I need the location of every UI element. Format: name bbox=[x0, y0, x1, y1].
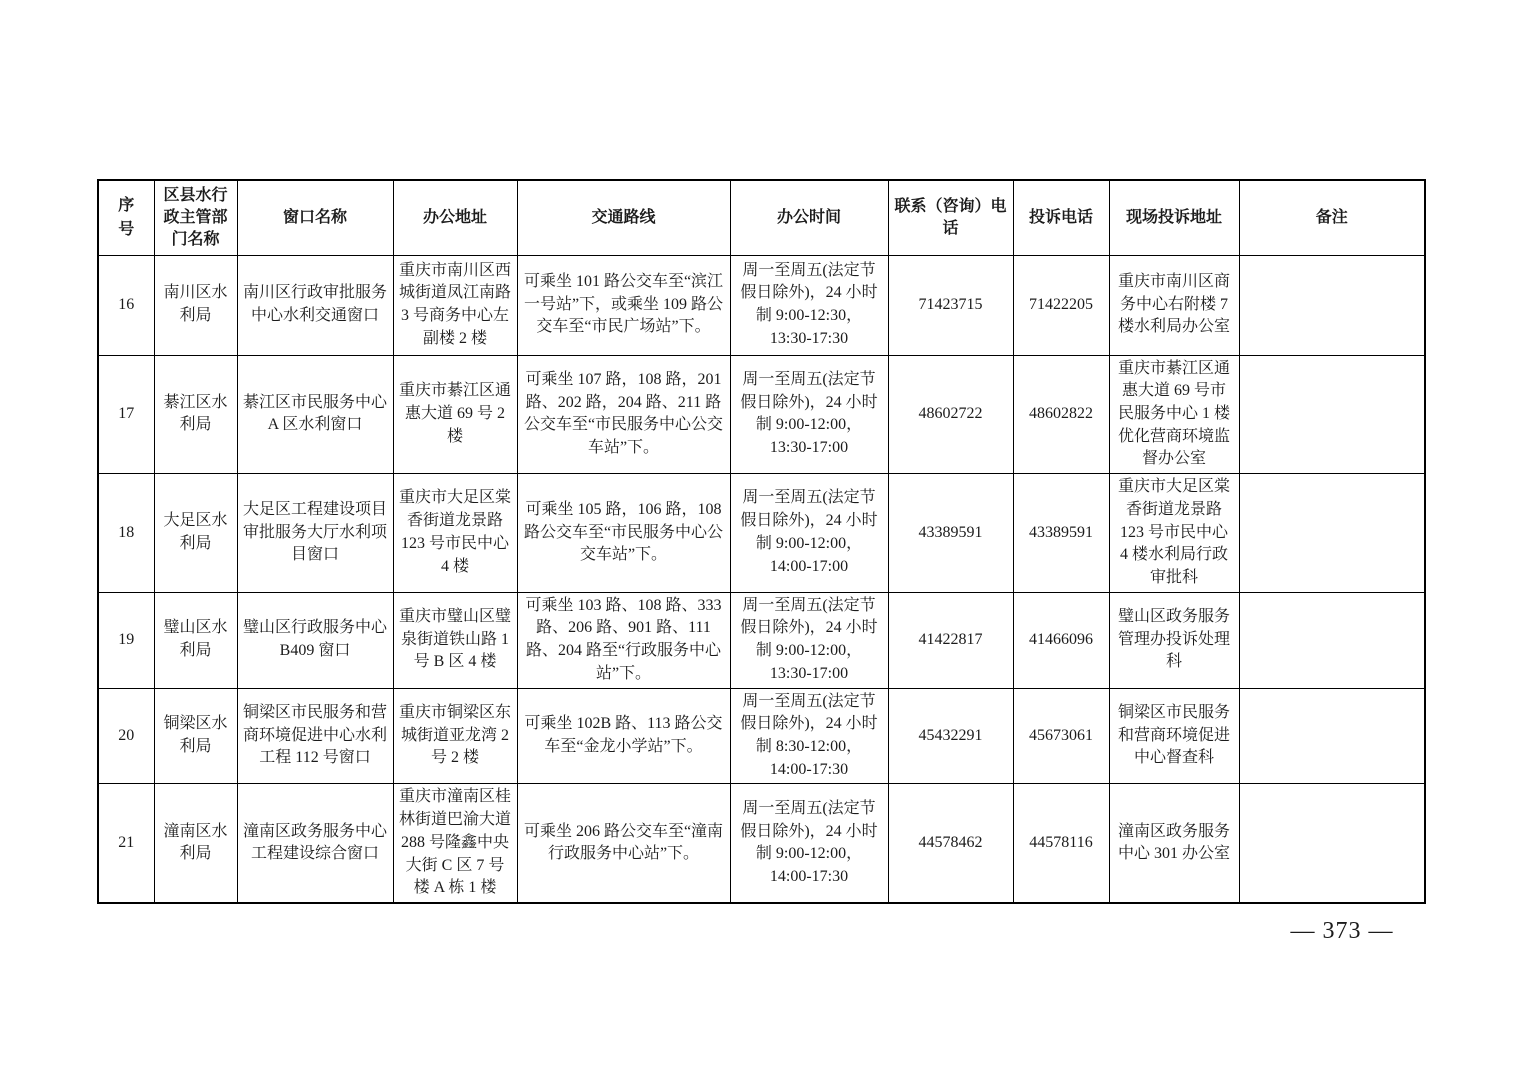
cell-remarks bbox=[1239, 474, 1425, 593]
cell-remarks bbox=[1239, 355, 1425, 474]
header-traffic-route: 交通路线 bbox=[517, 180, 730, 255]
cell-office-address: 重庆市潼南区桂林街道巴渝大道 288 号隆鑫中央大街 C 区 7 号楼 A 栋 1 楼 bbox=[393, 784, 517, 903]
cell-complaint-address: 潼南区政务服务中心 301 办公室 bbox=[1109, 784, 1239, 903]
header-office-hours: 办公时间 bbox=[730, 180, 888, 255]
cell-department: 綦江区水利局 bbox=[154, 355, 237, 474]
cell-contact-phone: 41422817 bbox=[888, 592, 1013, 688]
cell-complaint-address: 铜梁区市民服务和营商环境促进中心督查科 bbox=[1109, 688, 1239, 784]
cell-complaint-phone: 48602822 bbox=[1013, 355, 1109, 474]
table-row bbox=[98, 592, 1425, 688]
header-contact-phone: 联系（咨询）电话 bbox=[888, 180, 1013, 255]
header-department: 区县水行政主管部门名称 bbox=[154, 180, 237, 255]
cell-complaint-phone: 71422205 bbox=[1013, 255, 1109, 355]
cell-traffic-route: 可乘坐 105 路，106 路，108 路公交车至“市民服务中心公交车站”下。 bbox=[517, 474, 730, 593]
header-window-name: 窗口名称 bbox=[237, 180, 393, 255]
cell-seq: 18 bbox=[98, 474, 154, 593]
cell-office-address: 重庆市南川区西城街道凤江南路 3 号商务中心左副楼 2 楼 bbox=[393, 255, 517, 355]
cell-office-hours: 周一至周五(法定节假日除外)，24 小时制 9:00-12:30，13:30-17:30 bbox=[730, 255, 888, 355]
cell-complaint-address: 璧山区政务服务管理办投诉处理科 bbox=[1109, 592, 1239, 688]
table-row bbox=[98, 255, 1425, 355]
cell-window-name: 潼南区政务服务中心工程建设综合窗口 bbox=[237, 784, 393, 903]
cell-office-hours: 周一至周五(法定节假日除外)，24 小时制 8:30-12:00，14:00-17:30 bbox=[730, 688, 888, 784]
cell-department: 铜梁区水利局 bbox=[154, 688, 237, 784]
cell-traffic-route: 可乘坐 101 路公交车至“滨江一号站”下，或乘坐 109 路公交车至“市民广场站”下。 bbox=[517, 255, 730, 355]
cell-remarks bbox=[1239, 784, 1425, 903]
cell-remarks bbox=[1239, 592, 1425, 688]
cell-window-name: 璧山区行政服务中心 B409 窗口 bbox=[237, 592, 393, 688]
cell-complaint-address: 重庆市南川区商务中心右附楼 7 楼水利局办公室 bbox=[1109, 255, 1239, 355]
cell-seq: 17 bbox=[98, 355, 154, 474]
cell-seq: 19 bbox=[98, 592, 154, 688]
cell-complaint-phone: 45673061 bbox=[1013, 688, 1109, 784]
cell-window-name: 大足区工程建设项目审批服务大厅水利项目窗口 bbox=[237, 474, 393, 593]
cell-window-name: 綦江区市民服务中心 A 区水利窗口 bbox=[237, 355, 393, 474]
cell-contact-phone: 44578462 bbox=[888, 784, 1013, 903]
cell-seq: 20 bbox=[98, 688, 154, 784]
cell-complaint-address: 重庆市綦江区通惠大道 69 号市民服务中心 1 楼优化营商环境监督办公室 bbox=[1109, 355, 1239, 474]
cell-traffic-route: 可乘坐 206 路公交车至“潼南行政服务中心站”下。 bbox=[517, 784, 730, 903]
cell-office-hours: 周一至周五(法定节假日除外)，24 小时制 9:00-12:00，14:00-17:00 bbox=[730, 474, 888, 593]
service-window-table bbox=[97, 179, 1426, 904]
cell-traffic-route: 可乘坐 107 路，108 路，201 路、202 路，204 路、211 路公交车至“市民服务中心公交车站”下。 bbox=[517, 355, 730, 474]
cell-department: 大足区水利局 bbox=[154, 474, 237, 593]
header-seq-label: 序号 bbox=[118, 196, 135, 238]
cell-contact-phone: 48602722 bbox=[888, 355, 1013, 474]
table-row bbox=[98, 688, 1425, 784]
cell-office-hours: 周一至周五(法定节假日除外)，24 小时制 9:00-12:00，14:00-17:30 bbox=[730, 784, 888, 903]
cell-office-address: 重庆市璧山区璧泉街道铁山路 1 号 B 区 4 楼 bbox=[393, 592, 517, 688]
cell-department: 南川区水利局 bbox=[154, 255, 237, 355]
table-header-row bbox=[98, 180, 1425, 255]
cell-office-hours: 周一至周五(法定节假日除外)，24 小时制 9:00-12:00，13:30-17:00 bbox=[730, 355, 888, 474]
cell-remarks bbox=[1239, 255, 1425, 355]
cell-office-address: 重庆市綦江区通惠大道 69 号 2 楼 bbox=[393, 355, 517, 474]
cell-contact-phone: 43389591 bbox=[888, 474, 1013, 593]
cell-remarks bbox=[1239, 688, 1425, 784]
cell-department: 潼南区水利局 bbox=[154, 784, 237, 903]
header-complaint-phone: 投诉电话 bbox=[1013, 180, 1109, 255]
cell-complaint-phone: 41466096 bbox=[1013, 592, 1109, 688]
table-row bbox=[98, 474, 1425, 593]
table-row bbox=[98, 784, 1425, 903]
cell-complaint-address: 重庆市大足区棠香街道龙景路 123 号市民中心 4 楼水利局行政审批科 bbox=[1109, 474, 1239, 593]
cell-contact-phone: 45432291 bbox=[888, 688, 1013, 784]
cell-complaint-phone: 44578116 bbox=[1013, 784, 1109, 903]
cell-office-address: 重庆市铜梁区东城街道亚龙湾 2 号 2 楼 bbox=[393, 688, 517, 784]
table-row bbox=[98, 355, 1425, 474]
header-remarks: 备注 bbox=[1239, 180, 1425, 255]
cell-traffic-route: 可乘坐 102B 路、113 路公交车至“金龙小学站”下。 bbox=[517, 688, 730, 784]
cell-department: 璧山区水利局 bbox=[154, 592, 237, 688]
cell-office-hours: 周一至周五(法定节假日除外)，24 小时制 9:00-12:00，13:30-17:00 bbox=[730, 592, 888, 688]
cell-seq: 16 bbox=[98, 255, 154, 355]
header-seq bbox=[98, 180, 154, 255]
cell-window-name: 南川区行政审批服务中心水利交通窗口 bbox=[237, 255, 393, 355]
cell-office-address: 重庆市大足区棠香街道龙景路 123 号市民中心 4 楼 bbox=[393, 474, 517, 593]
page-number: — 373 — bbox=[1290, 918, 1394, 944]
header-complaint-address: 现场投诉地址 bbox=[1109, 180, 1239, 255]
header-office-address: 办公地址 bbox=[393, 180, 517, 255]
cell-traffic-route: 可乘坐 103 路、108 路、333 路、206 路、901 路、111 路、204 路至“行政服务中心站”下。 bbox=[517, 592, 730, 688]
cell-seq: 21 bbox=[98, 784, 154, 903]
cell-complaint-phone: 43389591 bbox=[1013, 474, 1109, 593]
cell-contact-phone: 71423715 bbox=[888, 255, 1013, 355]
cell-window-name: 铜梁区市民服务和营商环境促进中心水利工程 112 号窗口 bbox=[237, 688, 393, 784]
